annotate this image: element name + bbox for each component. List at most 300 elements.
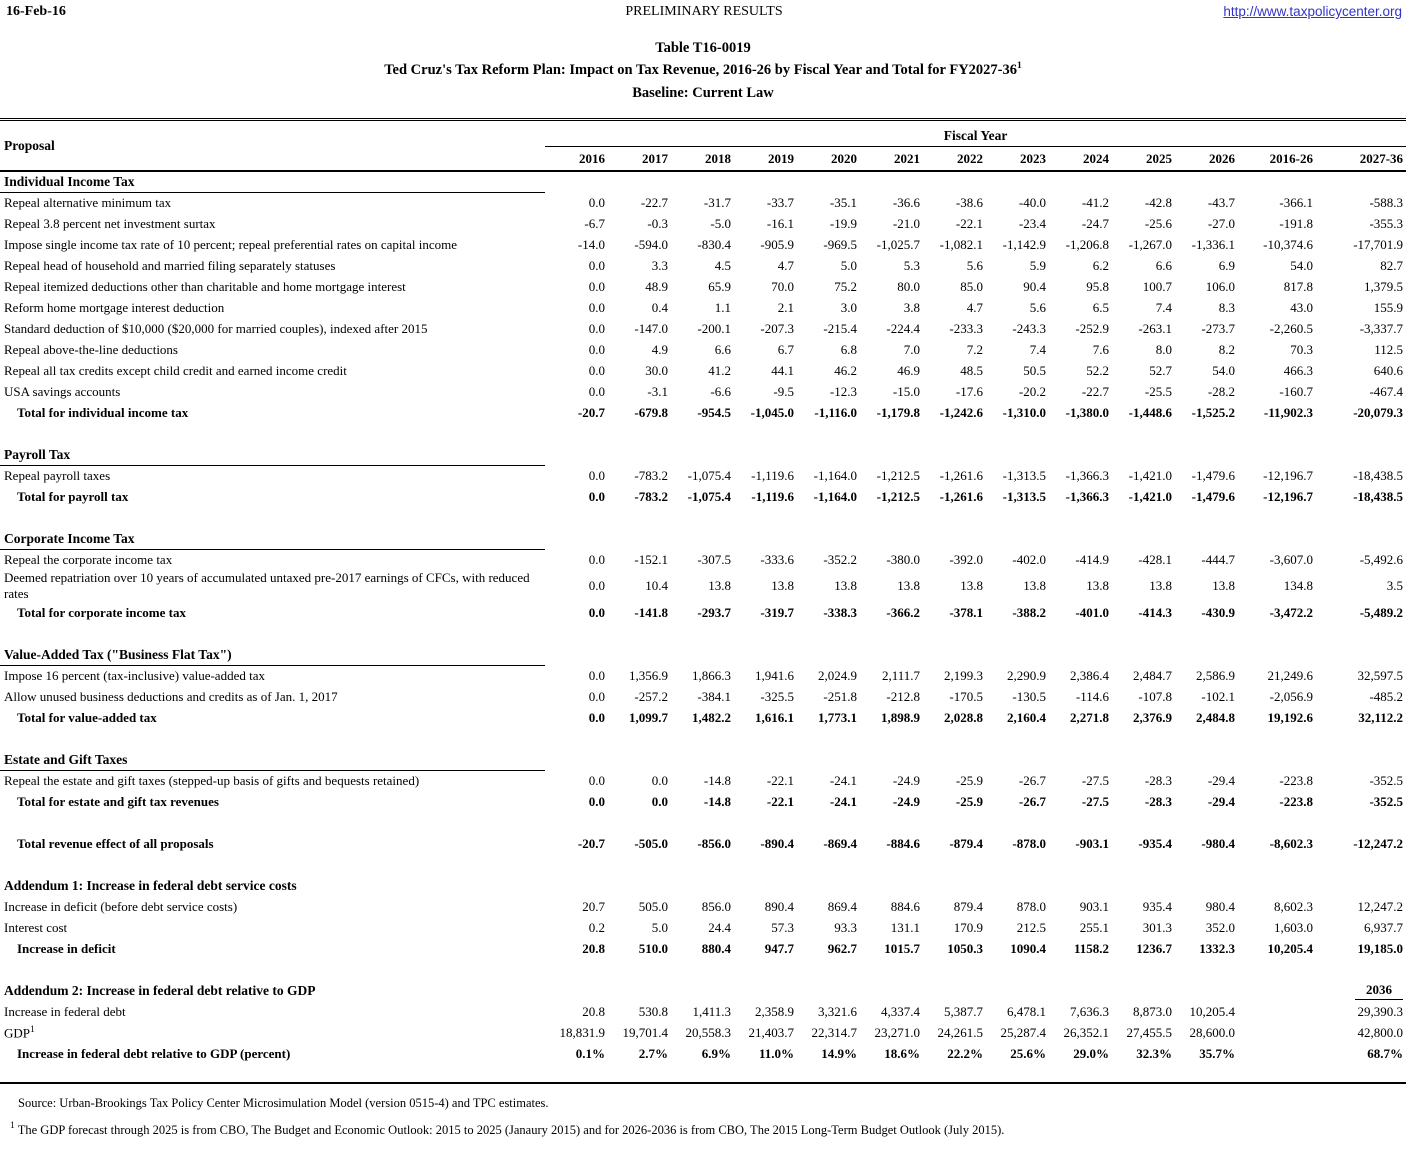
value-cell: 6.2 xyxy=(1092,257,1109,273)
row-label: GDP$^1$ xyxy=(4,1024,35,1041)
value-cell: 1158.2 xyxy=(1073,940,1109,956)
section-header-last-cell xyxy=(1316,980,1406,1001)
row-label: Repeal the estate and gift taxes (stepped-up basis of gifts and bequests retained) xyxy=(4,773,420,789)
value-cell: -42.8 xyxy=(1144,194,1172,210)
value-cell: -588.3 xyxy=(1369,194,1404,210)
value-cell: 1,411.3 xyxy=(692,1003,731,1019)
value-cell: 10,205.4 xyxy=(1189,1003,1235,1019)
year-column-header: 2023 xyxy=(986,147,1049,172)
value-cell: 20.8 xyxy=(582,940,605,956)
value-cell: 32,597.5 xyxy=(1357,667,1404,683)
row-label: Total for payroll tax xyxy=(17,488,129,504)
value-cell: -830.4 xyxy=(697,236,731,252)
value-cell: 6.9% xyxy=(701,1045,731,1061)
value-cell: 0.0 xyxy=(588,772,605,788)
value-cell: 1050.3 xyxy=(947,940,983,956)
value-cell: -152.1 xyxy=(634,551,668,567)
value-cell: -41.2 xyxy=(1081,194,1109,210)
value-cell: -392.0 xyxy=(949,551,983,567)
value-cell: 20.7 xyxy=(582,898,605,914)
value-cell: -856.0 xyxy=(697,835,731,851)
value-cell: 90.4 xyxy=(1023,278,1046,294)
value-cell: 2,484.8 xyxy=(1196,709,1235,725)
value-cell: -26.7 xyxy=(1018,793,1046,809)
value-cell: -307.5 xyxy=(697,551,731,567)
value-cell: -8,602.3 xyxy=(1269,835,1313,851)
value-cell: 7.2 xyxy=(966,341,983,357)
value-cell: -5,489.2 xyxy=(1359,604,1404,620)
table-row xyxy=(0,833,1406,854)
section-header: Estate and Gift Taxes xyxy=(0,749,545,770)
value-cell: -467.4 xyxy=(1369,383,1404,399)
value-cell: 1,941.6 xyxy=(755,667,794,683)
value-cell: -24.1 xyxy=(829,793,857,809)
value-cell: -1,119.6 xyxy=(751,488,794,504)
value-cell: -9.5 xyxy=(773,383,794,399)
row-label: USA savings accounts xyxy=(4,383,121,399)
value-cell: 212.5 xyxy=(1016,919,1046,935)
table-row xyxy=(0,1001,1406,1022)
value-cell: 980.4 xyxy=(1205,898,1235,914)
value-cell: 1,866.3 xyxy=(692,667,731,683)
section-header-row xyxy=(0,444,1406,465)
table-row xyxy=(0,896,1406,917)
proposal-column-header: Proposal xyxy=(0,121,545,171)
value-cell: 30.0 xyxy=(645,362,668,378)
value-cell: 510.0 xyxy=(638,940,668,956)
value-cell: -28.3 xyxy=(1144,772,1172,788)
value-cell: -1,212.5 xyxy=(876,467,920,483)
table-row xyxy=(0,486,1406,507)
value-cell: 134.8 xyxy=(1283,578,1313,594)
row-label: Repeal alternative minimum tax xyxy=(4,195,172,211)
value-cell: 6.6 xyxy=(714,341,731,357)
section-header-row xyxy=(0,644,1406,665)
value-cell: 13.8 xyxy=(960,578,983,594)
value-cell: -2,260.5 xyxy=(1269,320,1313,336)
value-cell: -890.4 xyxy=(760,835,794,851)
value-cell: 21,403.7 xyxy=(748,1024,794,1040)
value-cell: -319.7 xyxy=(760,604,794,620)
value-cell: 32,112.2 xyxy=(1358,709,1404,725)
value-cell: -252.9 xyxy=(1075,320,1109,336)
taxpolicycenter-link[interactable]: http://www.taxpolicycenter.org xyxy=(1223,4,1402,19)
section-header: Addendum 1: Increase in federal debt service costs xyxy=(4,877,297,893)
value-cell: 0.1% xyxy=(575,1045,605,1061)
value-cell: -884.6 xyxy=(886,835,920,851)
value-cell: 13.8 xyxy=(1023,578,1046,594)
row-label: Reform home mortgage interest deduction xyxy=(4,299,225,315)
value-cell: -16.1 xyxy=(766,215,794,231)
value-cell: 2,199.3 xyxy=(944,667,983,683)
value-cell: 155.9 xyxy=(1373,299,1404,315)
value-cell: -36.6 xyxy=(892,194,920,210)
value-cell: -107.8 xyxy=(1138,688,1172,704)
value-cell: -1,261.6 xyxy=(939,488,983,504)
value-cell: 1,356.9 xyxy=(629,667,668,683)
section-header-last-cell xyxy=(1316,171,1406,192)
row-label: Total for estate and gift tax revenues xyxy=(17,793,219,809)
row-label: Repeal all tax credits except child credit and earned income credit xyxy=(4,362,347,378)
table-row xyxy=(0,213,1406,234)
value-cell: 5.6 xyxy=(1029,299,1046,315)
value-cell: 75.2 xyxy=(834,278,857,294)
value-cell: -18,438.5 xyxy=(1353,488,1404,504)
value-cell: 8.0 xyxy=(1155,341,1172,357)
value-cell: 28,600.0 xyxy=(1189,1024,1235,1040)
value-cell: -293.7 xyxy=(697,604,731,620)
value-cell: -24.1 xyxy=(829,772,857,788)
value-cell: -355.3 xyxy=(1369,215,1404,231)
value-cell: 20,558.3 xyxy=(685,1024,731,1040)
value-cell: -428.1 xyxy=(1138,551,1172,567)
table-row xyxy=(0,402,1406,423)
value-cell: -28.3 xyxy=(1144,793,1172,809)
value-cell: 0.0 xyxy=(588,299,605,315)
value-cell: 6.7 xyxy=(777,341,794,357)
value-cell: -215.4 xyxy=(823,320,857,336)
value-cell: 2.1 xyxy=(777,299,794,315)
value-cell: 0.0 xyxy=(651,793,668,809)
value-cell: -401.0 xyxy=(1075,604,1109,620)
value-cell: 3,321.6 xyxy=(818,1003,857,1019)
value-cell: -869.4 xyxy=(823,835,857,851)
value-cell: -3,337.7 xyxy=(1359,320,1404,336)
value-cell: -14.0 xyxy=(577,236,605,252)
value-cell: 878.0 xyxy=(1016,898,1046,914)
value-cell: -1,421.0 xyxy=(1128,467,1172,483)
value-cell: 29,390.3 xyxy=(1357,1003,1404,1019)
value-cell: 6.6 xyxy=(1155,257,1172,273)
value-cell: 7.0 xyxy=(903,341,920,357)
value-cell: 170.9 xyxy=(953,919,983,935)
value-cell: -1,142.9 xyxy=(1002,236,1046,252)
value-cell: 0.0 xyxy=(588,341,605,357)
row-label: Total for individual income tax xyxy=(17,404,189,420)
table-row xyxy=(0,255,1406,276)
value-cell: -1,366.3 xyxy=(1065,488,1109,504)
value-cell: 0.4 xyxy=(651,299,668,315)
value-cell: -1,479.6 xyxy=(1191,467,1235,483)
value-cell: -22.1 xyxy=(766,772,794,788)
value-cell: -388.2 xyxy=(1012,604,1046,620)
value-cell: -5,492.6 xyxy=(1359,551,1404,567)
value-cell: -1,206.8 xyxy=(1065,236,1109,252)
value-cell: 0.0 xyxy=(588,467,605,483)
page-header xyxy=(0,0,1406,21)
value-cell: -25.6 xyxy=(1144,215,1172,231)
value-cell xyxy=(1238,1043,1316,1064)
section-header-filler xyxy=(545,644,1316,665)
title-footnote-marker: 1 xyxy=(1017,61,1022,72)
value-cell: -25.9 xyxy=(955,772,983,788)
section-header: Payroll Tax xyxy=(0,444,545,465)
value-cell: -366.1 xyxy=(1279,194,1313,210)
value-cell: 0.0 xyxy=(588,667,605,683)
value-cell: 22,314.7 xyxy=(811,1024,857,1040)
value-cell: -40.0 xyxy=(1018,194,1046,210)
value-cell: -23.4 xyxy=(1018,215,1046,231)
value-cell: 880.4 xyxy=(701,940,731,956)
value-cell: -1,164.0 xyxy=(813,488,857,504)
value-cell: -783.2 xyxy=(634,467,668,483)
value-cell: -141.8 xyxy=(634,604,668,620)
value-cell: 1,482.2 xyxy=(692,709,731,725)
row-label: Repeal above-the-line deductions xyxy=(4,341,178,357)
value-cell: -1,075.4 xyxy=(687,467,731,483)
value-cell: -505.0 xyxy=(634,835,668,851)
value-cell: 884.6 xyxy=(890,898,920,914)
value-cell: -20.7 xyxy=(577,835,605,851)
value-cell: 0.0 xyxy=(588,604,605,620)
value-cell: 0.0 xyxy=(651,772,668,788)
value-cell: 2,111.7 xyxy=(881,667,920,683)
value-cell: -25.9 xyxy=(955,793,983,809)
section-header-row xyxy=(0,980,1406,1001)
value-cell: 5.0 xyxy=(840,257,857,273)
value-cell: 0.0 xyxy=(588,278,605,294)
section-header-filler xyxy=(545,528,1316,549)
section-header: Individual Income Tax xyxy=(0,171,545,192)
value-cell: 2.7% xyxy=(638,1045,668,1061)
value-cell: -212.8 xyxy=(886,688,920,704)
value-cell: 46.2 xyxy=(834,362,857,378)
value-cell: -12.3 xyxy=(829,383,857,399)
value-cell: 24,261.5 xyxy=(937,1024,983,1040)
row-label: Total for value-added tax xyxy=(17,709,157,725)
value-cell: -102.1 xyxy=(1201,688,1235,704)
value-cell: 29.0% xyxy=(1073,1045,1109,1061)
value-cell: -333.6 xyxy=(760,551,794,567)
table-row xyxy=(0,770,1406,791)
value-cell: -28.2 xyxy=(1207,383,1235,399)
value-cell: 112.5 xyxy=(1374,341,1404,357)
gdp-footnote xyxy=(0,1111,1406,1137)
value-cell: -21.0 xyxy=(892,215,920,231)
value-cell: 5.9 xyxy=(1029,257,1046,273)
value-cell: 6.5 xyxy=(1092,299,1109,315)
section-header-last-cell xyxy=(1316,749,1406,770)
value-cell: 856.0 xyxy=(701,898,731,914)
table-body xyxy=(0,171,1406,1064)
value-cell: 0.0 xyxy=(588,578,605,594)
value-cell: -954.5 xyxy=(697,404,731,420)
value-cell: -366.2 xyxy=(886,604,920,620)
tax-revenue-table xyxy=(0,121,1406,1064)
value-cell: 7.4 xyxy=(1029,341,1046,357)
section-header-filler xyxy=(545,980,1316,1001)
value-cell: 52.7 xyxy=(1149,362,1172,378)
value-cell: -1,075.4 xyxy=(687,488,731,504)
value-cell: 8,602.3 xyxy=(1274,898,1313,914)
value-cell: 301.3 xyxy=(1142,919,1172,935)
year-column-header: 2025 xyxy=(1112,147,1175,172)
value-cell: -27.0 xyxy=(1207,215,1235,231)
value-cell: -378.1 xyxy=(949,604,983,620)
value-cell: -3.1 xyxy=(647,383,668,399)
table-row xyxy=(0,917,1406,938)
row-label: Increase in federal debt xyxy=(4,1003,126,1019)
row-label: Increase in deficit (before debt service costs) xyxy=(4,898,238,914)
value-cell: -1,525.2 xyxy=(1191,404,1235,420)
value-cell: -1,313.5 xyxy=(1002,488,1046,504)
value-cell: -10,374.6 xyxy=(1263,236,1313,252)
section-header-filler xyxy=(545,171,1316,192)
value-cell: 13.8 xyxy=(1212,578,1235,594)
title-block xyxy=(0,37,1406,104)
value-cell: -27.5 xyxy=(1081,772,1109,788)
row-label: Deemed repatriation over 10 years of accumulated untaxed pre-2017 earnings of CFCs, with reduced rates xyxy=(4,570,530,602)
table-row xyxy=(0,549,1406,570)
value-cell: 48.9 xyxy=(645,278,668,294)
value-cell: 68.7% xyxy=(1367,1045,1404,1061)
value-cell: 1,616.1 xyxy=(755,709,794,725)
value-cell: 11.0% xyxy=(758,1045,794,1061)
value-cell: -0.3 xyxy=(647,215,668,231)
row-label: Interest cost xyxy=(4,919,68,935)
value-cell: 50.5 xyxy=(1023,362,1046,378)
value-cell: -384.1 xyxy=(697,688,731,704)
row-label: Repeal 3.8 percent net investment surtax xyxy=(4,215,216,231)
table-row xyxy=(0,339,1406,360)
value-cell: 3.3 xyxy=(651,257,668,273)
value-cell: -1,212.5 xyxy=(876,488,920,504)
value-cell: 1.1 xyxy=(714,299,731,315)
section-header-row xyxy=(0,171,1406,192)
value-cell: 26,352.1 xyxy=(1063,1024,1109,1040)
spacer-row xyxy=(0,728,1406,749)
value-cell: -1,310.0 xyxy=(1002,404,1046,420)
value-cell: -20.7 xyxy=(577,404,605,420)
value-cell: -12,247.2 xyxy=(1353,835,1404,851)
value-cell: 903.1 xyxy=(1079,898,1109,914)
value-cell: -783.2 xyxy=(634,488,668,504)
value-cell: -1,164.0 xyxy=(813,467,857,483)
value-cell: -380.0 xyxy=(886,551,920,567)
value-cell: 13.8 xyxy=(1149,578,1172,594)
value-cell: 48.5 xyxy=(960,362,983,378)
value-cell: 3.5 xyxy=(1386,578,1404,594)
value-cell: 505.0 xyxy=(638,898,668,914)
value-cell: -1,025.7 xyxy=(876,236,920,252)
value-cell: 41.2 xyxy=(708,362,731,378)
value-cell: 5.6 xyxy=(966,257,983,273)
table-row xyxy=(0,938,1406,959)
value-cell: -2,056.9 xyxy=(1269,688,1313,704)
value-cell: 530.8 xyxy=(638,1003,668,1019)
value-cell: 13.8 xyxy=(771,578,794,594)
year-column-header: 2026 xyxy=(1175,147,1238,172)
value-cell: 54.0 xyxy=(1212,362,1235,378)
value-cell xyxy=(1238,1022,1316,1043)
value-cell: -191.8 xyxy=(1279,215,1313,231)
year-column-header: 2018 xyxy=(671,147,734,172)
section-header-row xyxy=(0,875,1406,896)
preliminary-results-label: PRELIMINARY RESULTS xyxy=(625,4,783,19)
value-cell: 5.0 xyxy=(651,919,668,935)
row-label: Repeal payroll taxes xyxy=(4,468,111,484)
footnote-marker: 1 xyxy=(10,1121,15,1132)
value-cell: -414.3 xyxy=(1138,604,1172,620)
value-cell: 80.0 xyxy=(897,278,920,294)
value-cell: 6.9 xyxy=(1218,257,1235,273)
value-cell: 7.6 xyxy=(1092,341,1109,357)
table-row xyxy=(0,234,1406,255)
value-cell: 106.0 xyxy=(1205,278,1235,294)
value-cell: 32.3% xyxy=(1136,1045,1172,1061)
value-cell: 23,271.0 xyxy=(874,1024,920,1040)
value-cell: -170.5 xyxy=(949,688,983,704)
row-label: Allow unused business deductions and credits as of Jan. 1, 2017 xyxy=(4,688,338,704)
value-cell: 935.4 xyxy=(1142,898,1172,914)
value-cell: -251.8 xyxy=(823,688,857,704)
value-cell: 2,271.8 xyxy=(1070,709,1109,725)
value-cell: 25,287.4 xyxy=(1000,1024,1046,1040)
value-cell: 869.4 xyxy=(827,898,857,914)
value-cell: -273.7 xyxy=(1201,320,1235,336)
year-column-header: 2027-36 xyxy=(1316,147,1406,172)
year-column-header: 2016-26 xyxy=(1238,147,1316,172)
value-cell: 12,247.2 xyxy=(1357,898,1404,914)
value-cell: -19.9 xyxy=(829,215,857,231)
value-cell: -11,902.3 xyxy=(1263,404,1313,420)
row-label: Total revenue effect of all proposals xyxy=(17,835,214,851)
value-cell: -22.7 xyxy=(1081,383,1109,399)
value-cell: 18,831.9 xyxy=(559,1024,605,1040)
value-cell: 2,290.9 xyxy=(1007,667,1046,683)
row-label: Repeal head of household and married filing separately statuses xyxy=(4,257,336,273)
spacer-row xyxy=(0,854,1406,875)
value-cell: 947.7 xyxy=(764,940,794,956)
section-header-filler xyxy=(545,444,1316,465)
value-cell: -130.5 xyxy=(1012,688,1046,704)
value-cell: -263.1 xyxy=(1138,320,1172,336)
value-cell: 85.0 xyxy=(960,278,983,294)
source-note: Source: Urban-Brookings Tax Policy Center Microsimulation Model (version 0515-4) and TPC estimates. xyxy=(18,1096,549,1111)
value-cell: 7.4 xyxy=(1155,299,1172,315)
year-column-header: 2020 xyxy=(797,147,860,172)
value-cell: 4,337.4 xyxy=(881,1003,920,1019)
year-2036-header: 2036 xyxy=(1355,982,1403,1000)
value-cell: -18,438.5 xyxy=(1353,467,1404,483)
value-cell: -243.3 xyxy=(1012,320,1046,336)
value-cell: 2,586.9 xyxy=(1196,667,1235,683)
value-cell: 57.3 xyxy=(771,919,794,935)
value-cell: -903.1 xyxy=(1075,835,1109,851)
value-cell: 890.4 xyxy=(764,898,794,914)
fiscal-year-header: Fiscal Year xyxy=(545,121,1406,147)
value-cell: -25.5 xyxy=(1144,383,1172,399)
value-cell: -233.3 xyxy=(949,320,983,336)
spacer-row xyxy=(0,507,1406,528)
value-cell: 2,358.9 xyxy=(755,1003,794,1019)
value-cell: 352.0 xyxy=(1205,919,1235,935)
value-cell: 18.6% xyxy=(884,1045,920,1061)
value-cell: 24.4 xyxy=(708,919,731,935)
value-cell: 5,387.7 xyxy=(944,1003,983,1019)
value-cell: -12,196.7 xyxy=(1263,467,1313,483)
value-cell: -22.1 xyxy=(955,215,983,231)
value-cell: 0.0 xyxy=(588,257,605,273)
value-cell: -22.7 xyxy=(640,194,668,210)
spacer-row xyxy=(0,423,1406,444)
value-cell: -352.5 xyxy=(1369,793,1404,809)
year-column-header: 2024 xyxy=(1049,147,1112,172)
value-cell: -414.9 xyxy=(1075,551,1109,567)
value-cell: 7,636.3 xyxy=(1070,1003,1109,1019)
section-header-last-cell xyxy=(1316,875,1406,896)
value-cell: -200.1 xyxy=(697,320,731,336)
